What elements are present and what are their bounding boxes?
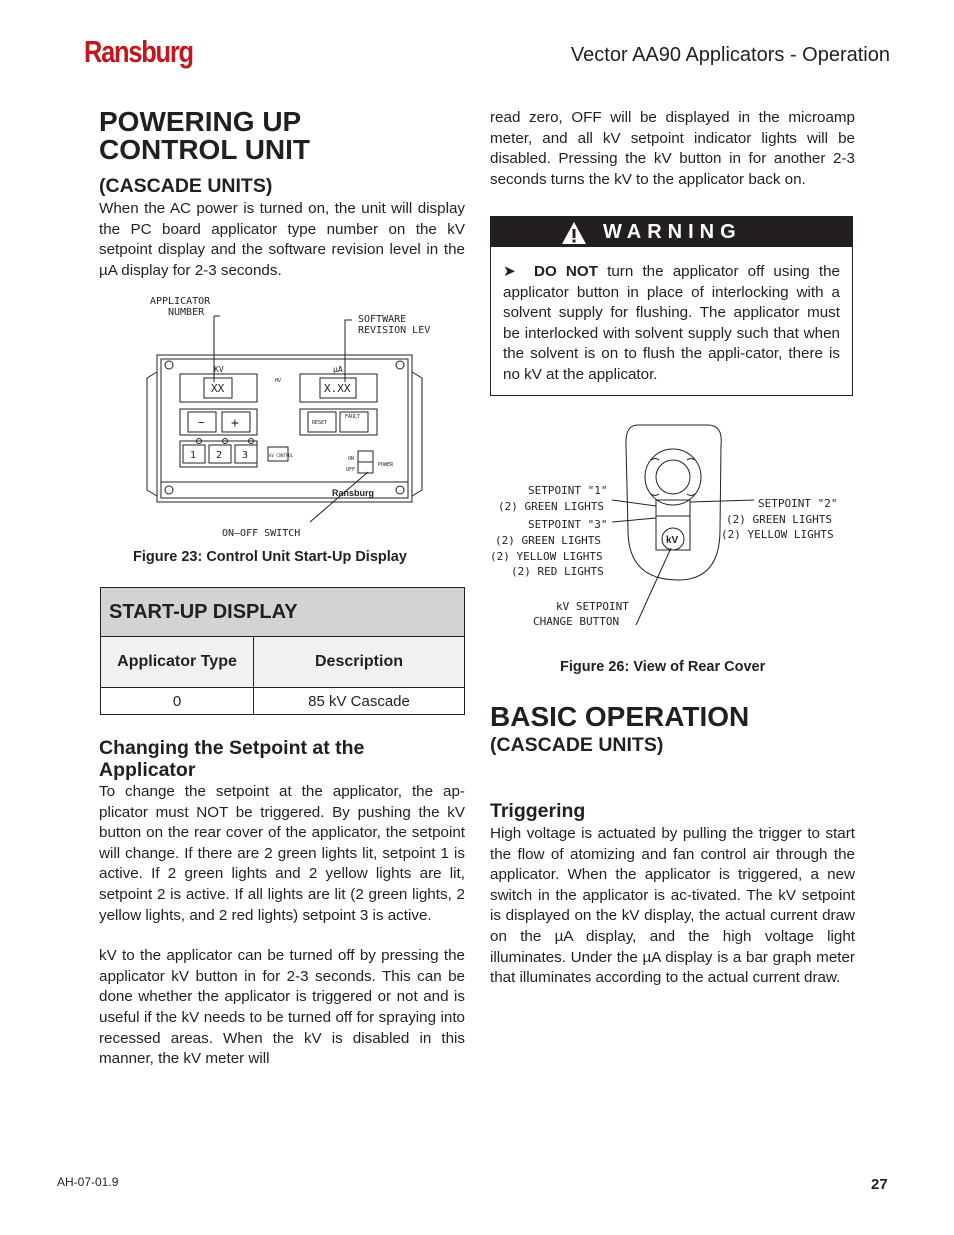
setpoint-paragraph-2: kV to the applicator can be turned off by pressing the applicator kV button in for 2-3 seconds. This can be done whether the applicator is triggered or not and is useful if the kV needs to be turned off for spraying into recessed areas. When the kV is disabled in this manner, the kV meter will [99, 947, 465, 1068]
kv-display-value: XX [211, 382, 225, 395]
setpoint-3-green: (2) GREEN LIGHTS [495, 534, 601, 547]
setpoint-3-red: (2) RED LIGHTS [511, 565, 604, 578]
table-title: START-UP DISPLAY [101, 588, 465, 637]
reset-button: RESET [312, 420, 328, 426]
minus-button: − [198, 416, 205, 429]
startup-display-table [100, 587, 465, 715]
setpoint-3-yellow: (2) YELLOW LIGHTS [490, 550, 603, 563]
setpoint-3-label: SETPOINT "3" [528, 518, 608, 531]
setpoint-1-label: SETPOINT "1" [528, 484, 608, 497]
setpoint-3-button: 3 [242, 450, 249, 461]
ua-panel-label: µA [333, 365, 343, 374]
powering-up-heading [99, 108, 465, 164]
continued-paragraph: read zero, OFF will be displayed in the microamp meter, and all kV setpoint indicator lights will be disabled. Pressing the kV button in for another 2-3 seconds turns the kV to the applicator back on. [490, 109, 855, 188]
setpoint-heading-line-1: Changing the Setpoint at the [99, 737, 365, 759]
basic-operation-heading: BASIC OPERATION [490, 701, 750, 732]
document-id: AH-07-01.9 [57, 1175, 119, 1189]
off-label: OFF [346, 467, 356, 473]
software-label: SOFTWARE [358, 314, 407, 325]
table-header-type: Applicator Type [101, 637, 254, 688]
kv-button-icon: kV [666, 535, 679, 546]
warning-title: WARNING [603, 221, 742, 243]
applicator-label: APPLICATOR [150, 296, 211, 307]
setpoint-2-label: SETPOINT "2" [758, 497, 838, 510]
setpoint-1-green: (2) GREEN LIGHTS [498, 500, 604, 513]
figure-26-caption: Figure 26: View of Rear Cover [560, 659, 766, 675]
heading-line-2: CONTROL UNIT [99, 134, 311, 165]
setpoint-2-yellow: (2) YELLOW LIGHTS [721, 528, 834, 541]
table-cell-type: 0 [101, 688, 254, 715]
page-number: 27 [871, 1176, 888, 1193]
triggering-paragraph: High voltage is actuated by pulling the trigger to start the flow of atomizing and fan control air through the applicator. When the applicator is triggered, a new switch in the applicator is ac-tivated. The kV setpoint is displayed on the kV display, the actual current draw on the µA display, and the high voltage light illuminates. Under the µA display is a bar graph meter that illuminates according to the actual current draw. [490, 825, 855, 987]
warning-body [491, 247, 852, 386]
table-row [101, 688, 465, 715]
setpoint-1-button: 1 [190, 450, 197, 461]
table-header-description: Description [254, 637, 465, 688]
kv-panel-label: KV [214, 365, 224, 374]
warning-box [490, 216, 853, 396]
setpoint-heading-line-2: Applicator [99, 759, 196, 781]
figure-23-caption: Figure 23: Control Unit Start-Up Display [133, 549, 407, 565]
table-cell-description: 85 kV Cascade [254, 688, 465, 715]
chevron-right-icon: ➤ [503, 263, 525, 280]
brand-logo: Ransburg [84, 34, 193, 69]
fault-label: FAULT [345, 414, 361, 420]
on-off-switch-label: ON—OFF SWITCH [222, 528, 301, 539]
cascade-units-subheading: (CASCADE UNITS) [99, 175, 273, 197]
heading-line-1: POWERING UP [99, 106, 302, 137]
setpoint-paragraph-1: To change the setpoint at the applicator, the ap-plicator must NOT be triggered. By pushing the kV button on the rear cover of the applicator, the setpoint will change. If there are 2 green lights lit, setpoint 1 is active. If 2 green lights and 2 yellow lights are lit, setpoint 2 is active. If all lights are lit (2 green lights, 2 yellow lights, and 2 red lights) setpoint 3 is active. [99, 783, 465, 924]
plus-button: + [231, 416, 239, 431]
warning-text: turn the applicator off using the applicator button in place of interlocking with a solvent supply for flushing. The applicator must be interlocked with solvent supply such that when the solvent is on to flush the appli-cator, there is no kV at the applicator. [503, 263, 840, 383]
number-label: NUMBER [168, 307, 205, 318]
rear-cover-figure [488, 420, 858, 635]
kv-control-label: kV CONTROL [269, 453, 294, 458]
warning-bold-lead: DO NOT [534, 263, 598, 280]
ua-display-value: X.XX [324, 382, 351, 395]
power-label: POWER [378, 462, 394, 468]
revision-label: REVISION LEV [358, 325, 431, 336]
on-label: ON [348, 456, 355, 462]
control-unit-figure [140, 290, 440, 540]
warning-triangle-icon [561, 221, 587, 245]
warning-header [491, 217, 852, 247]
setpoint-2-button: 2 [216, 450, 223, 461]
triggering-heading: Triggering [490, 800, 586, 822]
changing-setpoint-heading [99, 737, 465, 781]
kv-button-label-2: CHANGE BUTTON [533, 615, 620, 628]
header-title: Vector AA90 Applicators - Operation [570, 44, 890, 66]
setpoint-2-green: (2) GREEN LIGHTS [726, 513, 832, 526]
panel-brand: Ransburg [332, 488, 375, 498]
kv-button-label-1: kV SETPOINT [556, 600, 629, 613]
hv-label: HV [275, 378, 282, 384]
basic-operation-subheading: (CASCADE UNITS) [490, 734, 664, 756]
intro-paragraph: When the AC power is turned on, the unit will display the PC board applicator type number on the kV setpoint display and the software revision level in the µA display for 2-3 seconds. [99, 200, 465, 279]
